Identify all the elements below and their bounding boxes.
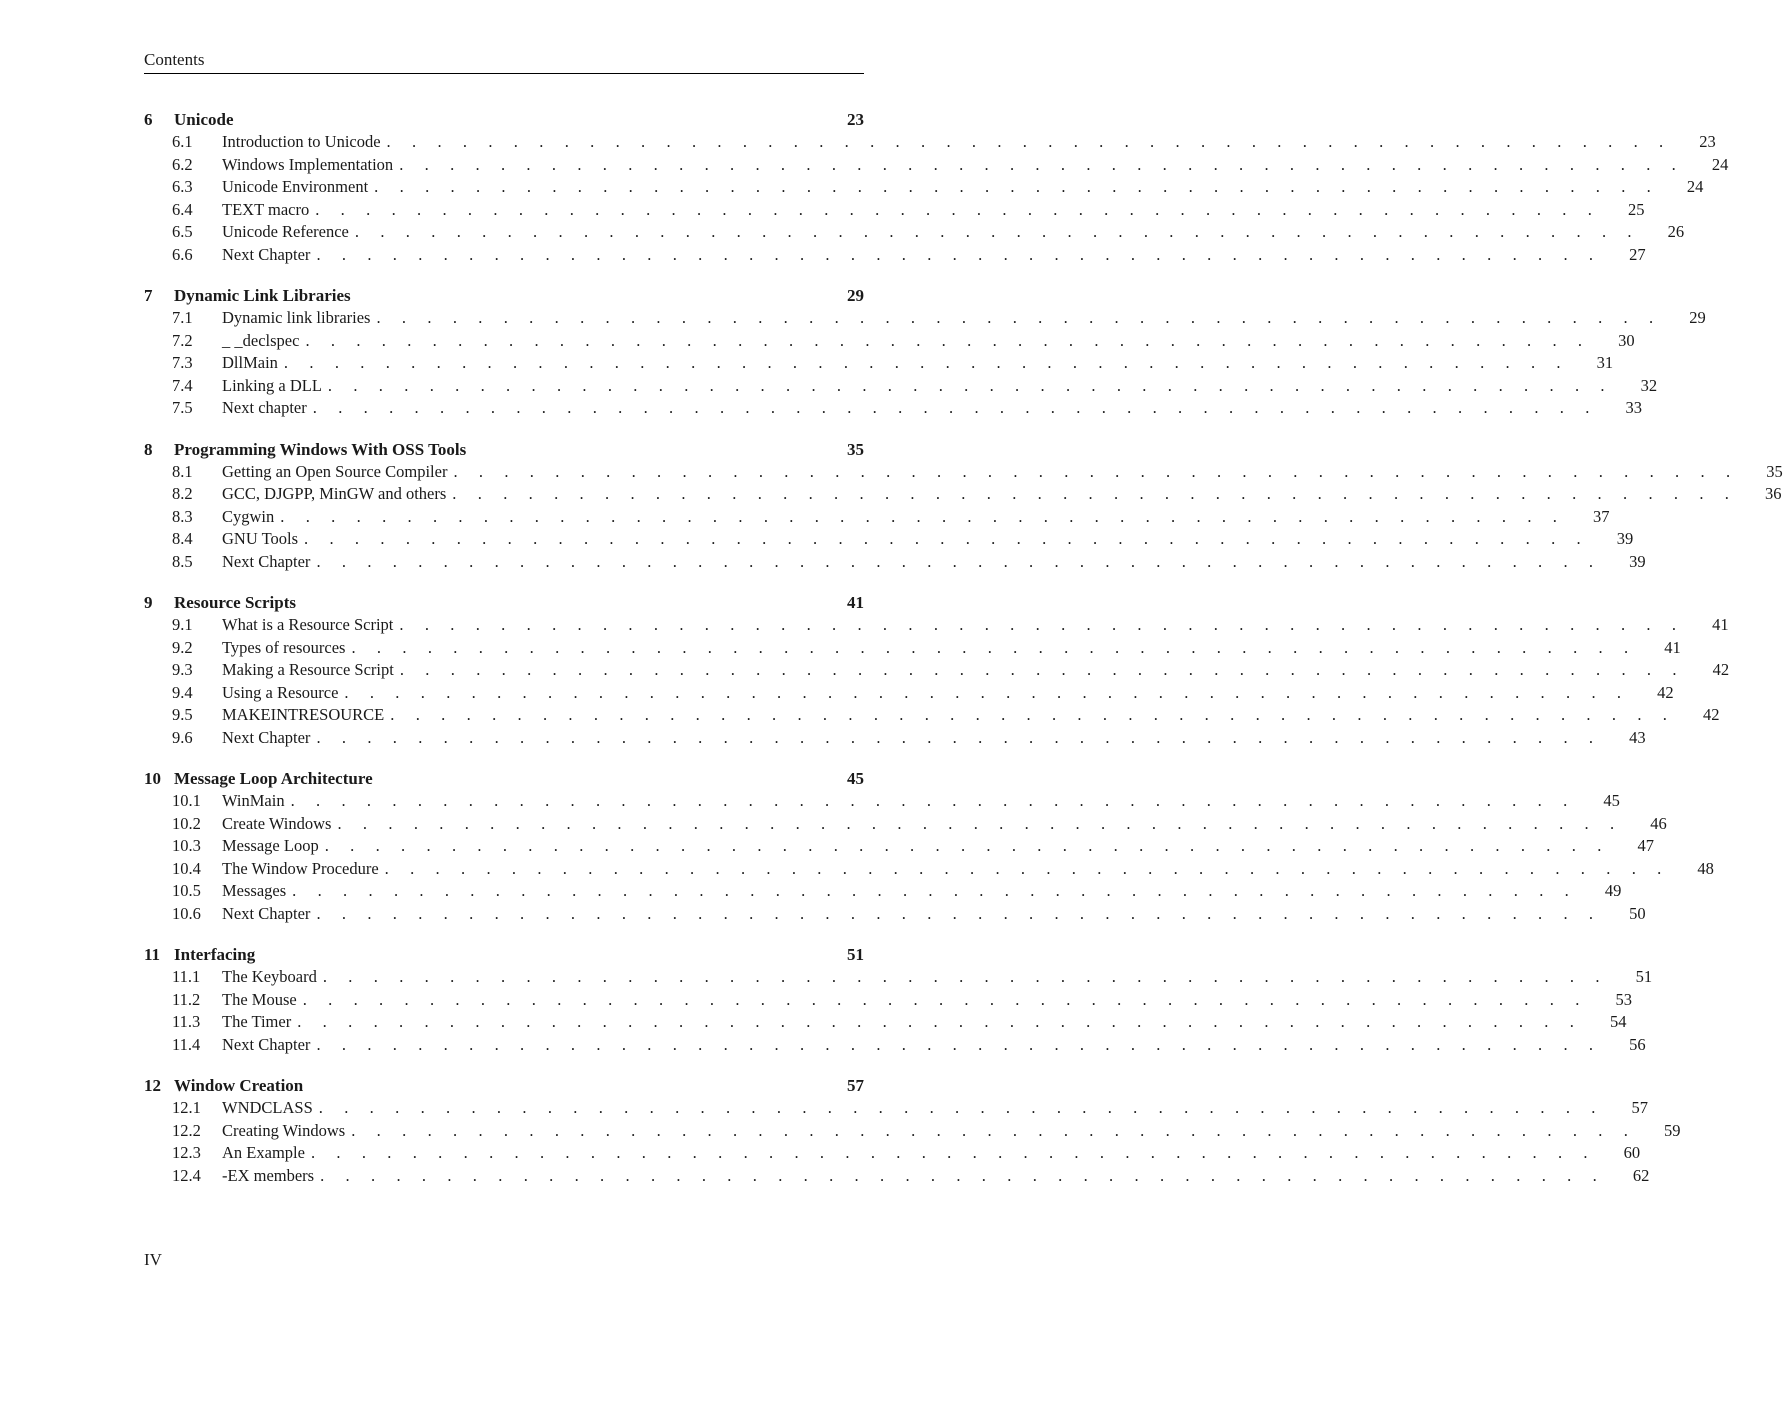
dot-leader: . . . . . . . . . . . . . . . . . . . . . . . . . . . . . . . . . . . . . . . . . . . . . . . . . . . [316, 244, 1602, 264]
dot-leader: . . . . . . . . . . . . . . . . . . . . . . . . . . . . . . . . . . . . . . . . . . . . . . . . . . . [399, 615, 1685, 634]
section-title: Introduction to Unicode [222, 132, 381, 151]
section-number: 6.3 [172, 177, 193, 196]
section-number: 9.5 [172, 705, 193, 724]
dot-leader: . . . . . . . . . . . . . . . . . . . . . . . . . . . . . . . . . . . . . . . . . . . . . . . . . . . [374, 177, 1660, 196]
section-page: 30 [1618, 330, 1635, 350]
section-page: 32 [1640, 375, 1658, 395]
section-title: Dynamic link libraries [222, 308, 371, 327]
section-page: 51 [1635, 967, 1653, 986]
section-page: 57 [1631, 1098, 1648, 1117]
dot-leader: . . . . . . . . . . . . . . . . . . . . . . . . . . . . . . . . . . . . . . . . . . . . . . . . . . . [316, 903, 1602, 923]
dot-leader: . . . . . . . . . . . . . . . . . . . . . . . . . . . . . . . . . . . . . . . . . . . . . . . . . . . [305, 330, 1591, 350]
section-entry[interactable] [144, 221, 1685, 244]
section-title: _ _declspec [222, 330, 300, 350]
chapter-number: 11 [144, 945, 161, 964]
section-title: Using a Resource [222, 682, 339, 702]
chapter-entry[interactable] [144, 438, 864, 461]
dot-leader: . . . . . . . . . . . . . . . . . . . . . . . . . . . . . . . . . . . . . . . . . . . . . . . . . . . [283, 353, 1570, 372]
section-entry[interactable] [144, 461, 1783, 484]
section-entry[interactable] [144, 307, 1706, 330]
chapter-number: 9 [144, 593, 153, 612]
section-entry[interactable] [144, 1034, 1646, 1057]
chapter-page: 35 [847, 439, 864, 459]
toc-chapter [144, 943, 1653, 1056]
section-page: 41 [1664, 637, 1681, 657]
section-entry[interactable] [144, 880, 1622, 903]
section-entry[interactable] [144, 989, 1632, 1012]
section-title: What is a Resource Script [222, 615, 394, 634]
section-entry[interactable] [144, 614, 1729, 637]
dot-leader: . . . . . . . . . . . . . . . . . . . . . . . . . . . . . . . . . . . . . . . . . . . . . . . . . . . [351, 637, 1637, 657]
dot-leader: . . . . . . . . . . . . . . . . . . . . . . . . . . . . . . . . . . . . . . . . . . . . . . . . . . . [324, 836, 1610, 855]
dot-leader: . . . . . . . . . . . . . . . . . . . . . . . . . . . . . . . . . . . . . . . . . . . . . . . . . . . [337, 813, 1623, 833]
header-title: Contents [144, 50, 205, 69]
dot-leader: . . . . . . . . . . . . . . . . . . . . . . . . . . . . . . . . . . . . . . . . . . . . . . . . . . . [354, 222, 1641, 241]
section-page: 31 [1596, 353, 1614, 372]
section-title: Message Loop [222, 836, 319, 855]
chapter-entry[interactable] [144, 284, 864, 307]
section-number: 10.1 [172, 791, 201, 810]
section-number: 10.5 [172, 881, 201, 900]
section-title: Next chapter [222, 398, 307, 417]
running-header [144, 48, 864, 74]
dot-leader: . . . . . . . . . . . . . . . . . . . . . . . . . . . . . . . . . . . . . . . . . . . . . . . . . . . [399, 660, 1686, 679]
section-entry[interactable] [144, 199, 1645, 222]
section-number: 12.4 [172, 1165, 201, 1185]
section-title: Linking a DLL [222, 375, 322, 395]
section-entry[interactable] [144, 244, 1646, 267]
chapter-number: 12 [144, 1076, 161, 1095]
section-number: 11.2 [172, 989, 201, 1009]
section-page: 49 [1604, 881, 1622, 900]
section-page: 36 [1765, 484, 1782, 503]
section-entry[interactable] [144, 704, 1720, 727]
section-page: 42 [1703, 705, 1720, 724]
section-page: 42 [1657, 682, 1674, 702]
chapter-title: Programming Windows With OSS Tools [174, 439, 467, 459]
section-title: The Keyboard [222, 967, 317, 986]
section-page: 50 [1629, 903, 1646, 923]
section-page: 26 [1667, 222, 1685, 241]
section-title: The Timer [222, 1012, 292, 1031]
section-title: Next Chapter [222, 244, 311, 264]
section-entry[interactable] [144, 131, 1716, 154]
section-entry[interactable] [144, 637, 1681, 660]
section-entry[interactable] [144, 835, 1654, 858]
toc-chapter [144, 108, 1729, 266]
chapter-title: Dynamic Link Libraries [174, 286, 351, 305]
section-number: 7.4 [172, 375, 193, 395]
section-page: 46 [1650, 813, 1667, 833]
dot-leader: . . . . . . . . . . . . . . . . . . . . . . . . . . . . . . . . . . . . . . . . . . . . . . . . . . . [351, 1120, 1637, 1140]
section-entry[interactable] [144, 682, 1674, 705]
section-title: Getting an Open Source Compiler [222, 461, 448, 481]
section-entry[interactable] [144, 551, 1646, 574]
chapter-title: Unicode [174, 110, 234, 129]
section-number: 6.5 [172, 222, 193, 241]
table-of-contents [144, 108, 1783, 1205]
section-title: Unicode Environment [222, 177, 369, 196]
section-page: 45 [1603, 791, 1620, 810]
section-number: 10.3 [172, 836, 201, 855]
section-entry[interactable] [144, 528, 1634, 551]
section-page: 35 [1766, 461, 1783, 481]
section-page: 47 [1637, 836, 1654, 855]
section-page: 39 [1629, 551, 1646, 571]
section-page: 59 [1663, 1120, 1681, 1140]
section-number: 10.4 [172, 858, 201, 878]
section-number: 12.1 [172, 1098, 201, 1117]
chapter-page: 29 [847, 286, 864, 305]
section-number: 8.2 [172, 484, 193, 503]
section-number: 8.3 [172, 506, 193, 526]
chapter-title: Resource Scripts [174, 593, 296, 612]
chapter-title: Message Loop Architecture [174, 769, 373, 788]
chapter-entry[interactable] [144, 591, 864, 614]
section-entry[interactable] [144, 858, 1714, 881]
chapter-page: 57 [847, 1076, 864, 1095]
section-title: The Mouse [222, 989, 297, 1009]
section-number: 9.4 [172, 682, 193, 702]
dot-leader: . . . . . . . . . . . . . . . . . . . . . . . . . . . . . . . . . . . . . . . . . . . . . . . . . . . [384, 858, 1670, 878]
chapter-title: Window Creation [174, 1076, 304, 1095]
section-title: Next Chapter [222, 1034, 311, 1054]
chapter-number: 6 [144, 110, 153, 129]
section-title: The Window Procedure [222, 858, 379, 878]
section-entry[interactable] [144, 330, 1635, 353]
dot-leader: . . . . . . . . . . . . . . . . . . . . . . . . . . . . . . . . . . . . . . . . . . . . . . . . . . . [344, 682, 1630, 702]
section-number: 9.1 [172, 615, 193, 634]
section-entry[interactable] [144, 375, 1658, 398]
dot-leader: . . . . . . . . . . . . . . . . . . . . . . . . . . . . . . . . . . . . . . . . . . . . . . . . . . . [399, 154, 1685, 174]
dot-leader: . . . . . . . . . . . . . . . . . . . . . . . . . . . . . . . . . . . . . . . . . . . . . . . . . . . [292, 881, 1578, 900]
section-number: 11.4 [172, 1034, 201, 1054]
section-entry[interactable] [144, 1011, 1627, 1034]
dot-leader: . . . . . . . . . . . . . . . . . . . . . . . . . . . . . . . . . . . . . . . . . . . . . . . . . . . [386, 132, 1672, 151]
section-entry[interactable] [144, 1142, 1641, 1165]
section-number: 6.1 [172, 132, 193, 151]
section-title: Cygwin [222, 506, 275, 526]
section-title: Next Chapter [222, 551, 311, 571]
dot-leader: . . . . . . . . . . . . . . . . . . . . . . . . . . . . . . . . . . . . . . . . . . . . . . . . . . . [316, 551, 1602, 571]
section-number: 7.2 [172, 330, 193, 350]
dot-leader: . . . . . . . . . . . . . . . . . . . . . . . . . . . . . . . . . . . . . . . . . . . . . . . . . . . [312, 398, 1598, 417]
section-page: 54 [1609, 1012, 1627, 1031]
toc-chapter [144, 284, 1706, 420]
chapter-number: 7 [144, 286, 153, 305]
section-number: 6.6 [172, 244, 193, 264]
page-footer [144, 1248, 162, 1272]
section-number: 7.1 [172, 308, 193, 327]
section-entry[interactable] [144, 1120, 1681, 1143]
section-title: Next Chapter [222, 727, 311, 747]
section-page: 62 [1632, 1165, 1650, 1185]
section-entry[interactable] [144, 1165, 1650, 1188]
section-number: 9.6 [172, 727, 193, 747]
section-entry[interactable] [144, 790, 1620, 813]
section-page: 24 [1686, 177, 1704, 196]
dot-leader: . . . . . . . . . . . . . . . . . . . . . . . . . . . . . . . . . . . . . . . . . . . . . . . . . . . [290, 791, 1576, 810]
section-page: 25 [1627, 199, 1645, 219]
section-number: 9.2 [172, 637, 193, 657]
toc-chapter [144, 438, 1783, 574]
section-number: 6.2 [172, 154, 193, 174]
section-entry[interactable] [144, 1097, 1648, 1120]
chapter-page: 45 [847, 769, 864, 788]
section-entry[interactable] [144, 506, 1610, 529]
chapter-entry[interactable] [144, 767, 864, 790]
section-title: Windows Implementation [222, 154, 394, 174]
chapter-entry[interactable] [144, 1074, 864, 1097]
dot-leader: . . . . . . . . . . . . . . . . . . . . . . . . . . . . . . . . . . . . . . . . . . . . . . . . . . . [322, 967, 1609, 986]
section-number: 12.3 [172, 1143, 201, 1162]
section-number: 6.4 [172, 199, 193, 219]
dot-leader: . . . . . . . . . . . . . . . . . . . . . . . . . . . . . . . . . . . . . . . . . . . . . . . . . . . [390, 705, 1676, 724]
section-entry[interactable] [144, 903, 1646, 926]
dot-leader: . . . . . . . . . . . . . . . . . . . . . . . . . . . . . . . . . . . . . . . . . . . . . . . . . . . [304, 529, 1590, 548]
section-page: 24 [1711, 154, 1729, 174]
dot-leader: . . . . . . . . . . . . . . . . . . . . . . . . . . . . . . . . . . . . . . . . . . . . . . . . . . . [453, 461, 1739, 481]
section-entry[interactable] [144, 659, 1730, 682]
dot-leader: . . . . . . . . . . . . . . . . . . . . . . . . . . . . . . . . . . . . . . . . . . . . . . . . . . . [297, 1012, 1583, 1031]
section-title: WinMain [222, 791, 285, 810]
section-page: 23 [1699, 132, 1716, 151]
section-number: 10.2 [172, 813, 201, 833]
section-number: 7.5 [172, 398, 193, 417]
section-entry[interactable] [144, 176, 1704, 199]
section-title: WNDCLASS [222, 1098, 313, 1117]
section-number: 9.3 [172, 660, 193, 679]
dot-leader: . . . . . . . . . . . . . . . . . . . . . . . . . . . . . . . . . . . . . . . . . . . . . . . . . . . [316, 727, 1602, 747]
section-title: Create Windows [222, 813, 332, 833]
section-title: Next Chapter [222, 903, 311, 923]
section-number: 12.2 [172, 1120, 201, 1140]
section-entry[interactable] [144, 352, 1614, 375]
section-number: 11.3 [172, 1012, 201, 1031]
dot-leader: . . . . . . . . . . . . . . . . . . . . . . . . . . . . . . . . . . . . . . . . . . . . . . . . . . . [280, 506, 1566, 526]
section-page: 56 [1629, 1034, 1646, 1054]
section-number: 8.5 [172, 551, 193, 571]
toc-chapter [144, 591, 1730, 749]
section-number: 11.1 [172, 967, 201, 986]
section-title: TEXT macro [222, 199, 310, 219]
chapter-page: 23 [847, 110, 864, 129]
section-title: DllMain [222, 353, 278, 372]
chapter-number: 8 [144, 439, 153, 459]
dot-leader: . . . . . . . . . . . . . . . . . . . . . . . . . . . . . . . . . . . . . . . . . . . . . . . . . . . [376, 308, 1662, 327]
section-page: 43 [1629, 727, 1646, 747]
page-number: IV [144, 1250, 162, 1269]
dot-leader: . . . . . . . . . . . . . . . . . . . . . . . . . . . . . . . . . . . . . . . . . . . . . . . . . . . [327, 375, 1614, 395]
dot-leader: . . . . . . . . . . . . . . . . . . . . . . . . . . . . . . . . . . . . . . . . . . . . . . . . . . . [320, 1165, 1606, 1185]
section-number: 8.4 [172, 529, 193, 548]
section-title: GNU Tools [222, 529, 299, 548]
chapter-page: 51 [847, 945, 864, 964]
section-page: 53 [1615, 989, 1632, 1009]
section-title: An Example [222, 1143, 305, 1162]
section-page: 41 [1712, 615, 1729, 634]
chapter-entry[interactable] [144, 943, 864, 966]
section-page: 60 [1623, 1143, 1641, 1162]
dot-leader: . . . . . . . . . . . . . . . . . . . . . . . . . . . . . . . . . . . . . . . . . . . . . . . . . . . [315, 199, 1601, 219]
section-title: GCC, DJGPP, MinGW and others [222, 484, 447, 503]
section-title: MAKEINTRESOURCE [222, 705, 385, 724]
section-page: 48 [1697, 858, 1714, 878]
dot-leader: . . . . . . . . . . . . . . . . . . . . . . . . . . . . . . . . . . . . . . . . . . . . . . . . . . . [318, 1098, 1604, 1117]
section-page: 27 [1629, 244, 1646, 264]
section-entry[interactable] [144, 397, 1642, 420]
section-page: 29 [1689, 308, 1706, 327]
section-entry[interactable] [144, 154, 1729, 177]
dot-leader: . . . . . . . . . . . . . . . . . . . . . . . . . . . . . . . . . . . . . . . . . . . . . . . . . . . [310, 1143, 1597, 1162]
section-entry[interactable] [144, 483, 1782, 506]
section-entry[interactable] [144, 966, 1653, 989]
chapter-entry[interactable] [144, 108, 864, 131]
section-title: Types of resources [222, 637, 346, 657]
section-title: Making a Resource Script [222, 660, 394, 679]
section-title: Creating Windows [222, 1120, 346, 1140]
section-title: Messages [222, 881, 287, 900]
section-page: 37 [1593, 506, 1610, 526]
dot-leader: . . . . . . . . . . . . . . . . . . . . . . . . . . . . . . . . . . . . . . . . . . . . . . . . . . . [452, 484, 1738, 503]
section-entry[interactable] [144, 727, 1646, 750]
section-number: 10.6 [172, 903, 201, 923]
section-number: 7.3 [172, 353, 193, 372]
dot-leader: . . . . . . . . . . . . . . . . . . . . . . . . . . . . . . . . . . . . . . . . . . . . . . . . . . . [302, 989, 1588, 1009]
dot-leader: . . . . . . . . . . . . . . . . . . . . . . . . . . . . . . . . . . . . . . . . . . . . . . . . . . . [316, 1034, 1602, 1054]
section-page: 33 [1625, 398, 1642, 417]
chapter-title: Interfacing [174, 945, 256, 964]
section-entry[interactable] [144, 813, 1667, 836]
section-page: 42 [1712, 660, 1730, 679]
section-title: Unicode Reference [222, 222, 349, 241]
chapter-page: 41 [847, 593, 864, 612]
section-number: 8.1 [172, 461, 193, 481]
toc-chapter [144, 1074, 1681, 1187]
toc-chapter [144, 767, 1714, 925]
section-title: -EX members [222, 1165, 315, 1185]
chapter-number: 10 [144, 769, 161, 788]
section-page: 39 [1616, 529, 1634, 548]
